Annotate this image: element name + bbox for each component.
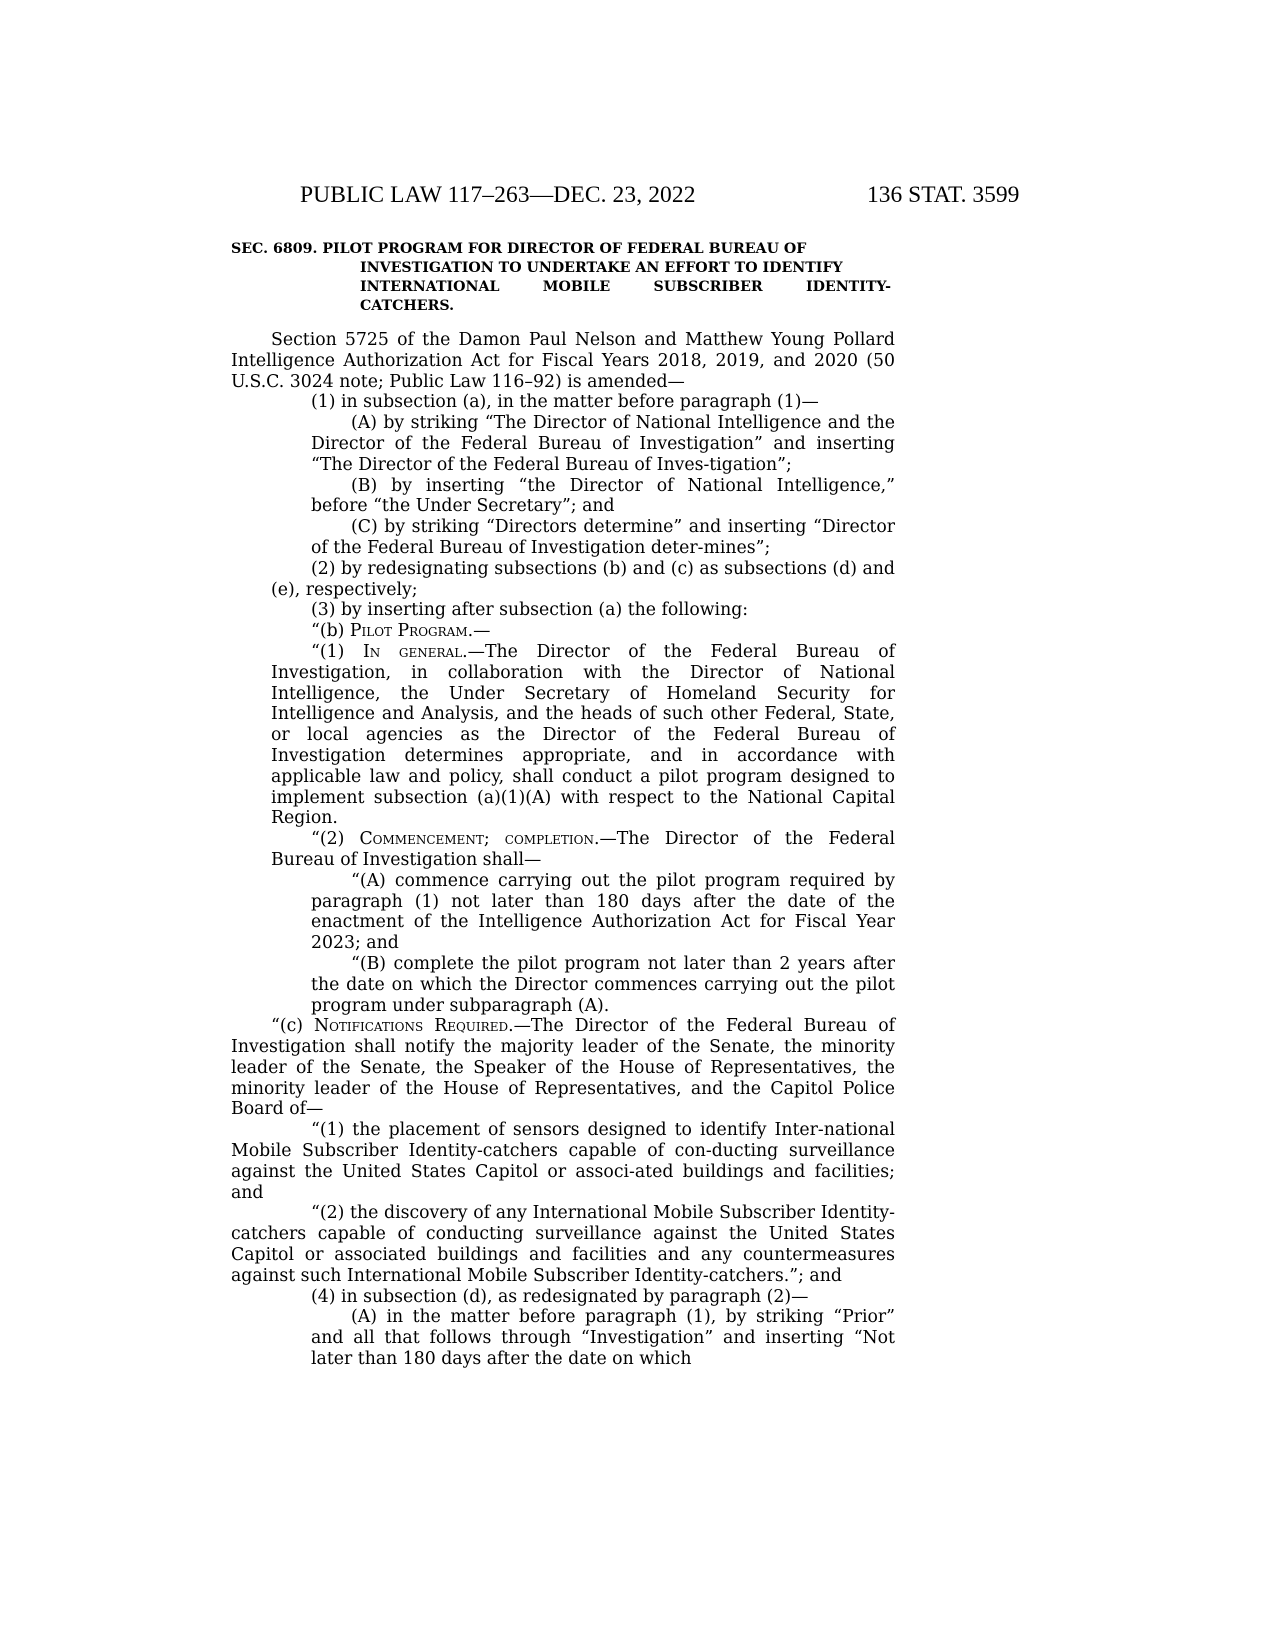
subsection-b-prefix: “(b) <box>311 621 350 642</box>
subsection-b-heading <box>231 621 895 642</box>
paragraph-4: (4) in subsection (d), as redesignated by paragraph (2)— <box>311 1286 809 1307</box>
statute-page-number: 136 STAT. 3599 <box>867 182 1020 208</box>
c-heading: Notifications Required. <box>313 1016 514 1037</box>
intro-paragraph: Section 5725 of the Damon Paul Nelson and Matthew Young Pollard Intelligence Authorization Act for Fiscal Years 2018, 2019, and 2020 (50 U.S.C. 3024 note; Public Law 116–92) is amended— <box>231 330 895 392</box>
c-prefix: “(c) <box>271 1016 314 1037</box>
section-heading-word: MOBILE <box>542 279 611 295</box>
section-heading-word: INTERNATIONAL <box>360 279 500 295</box>
subsection-b-title: Pilot Program. <box>349 621 474 642</box>
paragraph-2: (2) by redesignating subsections (b) and (c) as subsections (d) and (e), respectively; <box>271 558 895 600</box>
section-heading-line: SEC. 6809. PILOT PROGRAM FOR DIRECTOR OF FEDERAL BUREAU OF <box>231 241 807 257</box>
section-heading-line <box>231 278 891 297</box>
c-text: —The Director of the Federal Bureau of Investigation shall notify the majority leader of the Senate, the minority leader of the Senate, the Speaker of the House of Representatives, the minority leader of the House of Representatives, and the Capitol Police Board of— <box>231 1016 895 1120</box>
section-heading-word: IDENTITY- <box>805 279 891 295</box>
subparagraph-4-a: (A) in the matter before paragraph (1), by striking “Prior” and all that follows through “Investigation” and inserting “Not later than 180 days after the date on which <box>311 1307 895 1370</box>
section-heading <box>231 240 891 316</box>
subsection-b-2-a: “(A) commence carrying out the pilot program required by paragraph (1) not later than 180 days after the date of the enactment of the Intelligence Authorization Act for Fiscal Year 2023; and <box>311 870 895 954</box>
subsection-b-paragraph-1 <box>231 642 895 829</box>
b1-text: —The Director of the Federal Bureau of Investigation, in collaboration with the Director of National Intelligence, the Under Secretary of Homeland Security for Intelligence and Analysis, and the heads of such other Federal, State, or local agencies as the Director of the Federal Bureau of Investigation determines appropriate, and in accordance with applicable law and policy, shall conduct a pilot program designed to implement subsection (a)(1)(A) with respect to the National Capital Region. <box>271 641 895 829</box>
paragraph-1: (1) in subsection (a), in the matter before paragraph (1)— <box>311 392 819 413</box>
subsection-b-2-b: “(B) complete the pilot program not later than 2 years after the date on which the Director commences carrying out the pilot program under subparagraph (A). <box>311 953 895 1016</box>
subparagraph-1-a: (A) by striking “The Director of National Intelligence and the Director of the Federal Bureau of Investigation” and inserting “The Director of the Federal Bureau of Inves-tigation”; <box>311 413 895 475</box>
subsection-b-paragraph-2 <box>231 829 895 871</box>
b2-prefix: “(2) <box>311 829 360 850</box>
subparagraph-1-c: (C) by striking “Directors determine” and inserting “Director of the Federal Bureau of Investigation deter-mines”; <box>311 517 895 558</box>
public-law-citation: PUBLIC LAW 117–263—DEC. 23, 2022 <box>300 182 696 208</box>
subparagraph-1-b: (B) by inserting “the Director of National Intelligence,” before “the Under Secretary”; and <box>311 475 895 517</box>
b2-text: —The Director of the Federal Bureau of Investigation shall— <box>271 829 895 870</box>
b1-heading: In general. <box>362 641 468 662</box>
subsection-b-dash: — <box>473 621 491 642</box>
section-heading-line: CATCHERS. <box>360 298 455 314</box>
section-heading-word: SUBSCRIBER <box>653 279 763 295</box>
b2-heading: Commencement; completion. <box>359 829 600 850</box>
subsection-c-1: “(1) the placement of sensors designed to identify Inter-national Mobile Subscriber Identity-catchers capable of con-ducting surveillance against the United States Capitol or associ-ated buildings and facilities; and <box>231 1120 895 1203</box>
subsection-c-2: “(2) the discovery of any International Mobile Subscriber Identity-catchers capable of conducting surveillance against the United States Capitol or associated buildings and facilities and any countermeasures against such International Mobile Subscriber Identity-catchers.”; and <box>231 1203 895 1286</box>
section-body <box>231 330 895 1370</box>
running-header <box>0 182 1275 212</box>
paragraph-3: (3) by inserting after subsection (a) the following: <box>311 600 749 621</box>
b1-prefix: “(1) <box>311 641 363 662</box>
subsection-c <box>231 1016 895 1120</box>
section-heading-line: INVESTIGATION TO UNDERTAKE AN EFFORT TO IDENTIFY <box>360 260 843 276</box>
